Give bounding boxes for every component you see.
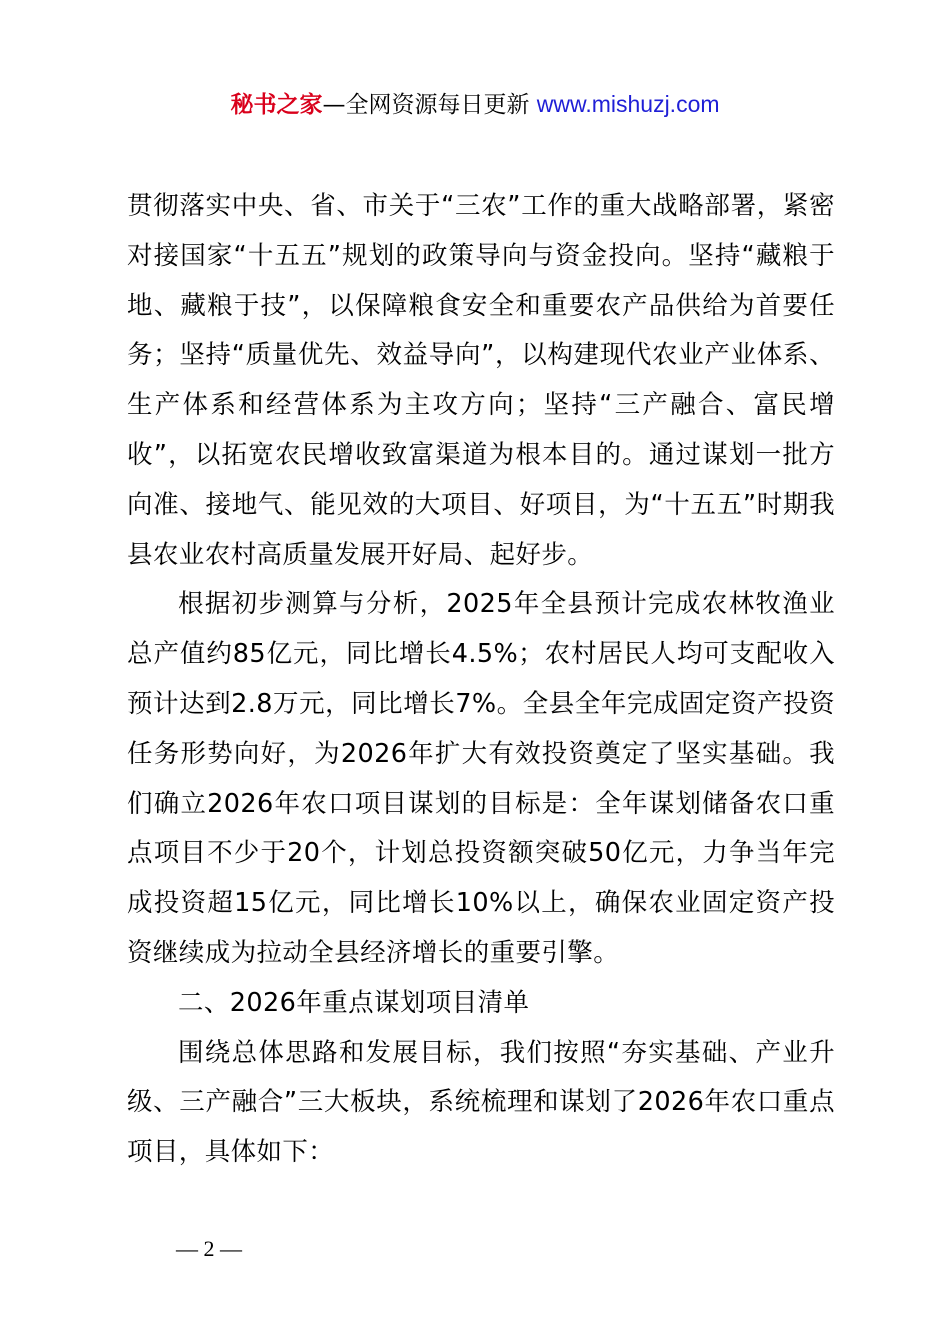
paragraph-targets: 根据初步测算与分析，2025年全县预计完成农林牧渔业总产值约85亿元，同比增长4.5%；农村居民人均可支配收入预计达到2.8万元，同比增长7%。全县全年完成固定资产投资任务形势向好，为2026年扩大有效投资奠定了坚实基础。我们确立2026年农口项目谋划的目标是：全年谋划储备农口重点项目不少于20个，计划总投资额突破50亿元，力争当年完成投资超15亿元，同比增长10%以上，确保农业固定资产投资继续成为拉动全县经济增长的重要引擎。 — [127, 589, 835, 968]
header-tagline: —全网资源每日更新 — [322, 92, 537, 118]
website-link[interactable]: www.mishuzj.com — [536, 91, 720, 117]
paragraph-continued: 贯彻落实中央、省、市关于“三农”工作的重大战略部署，紧密对接国家“十五五”规划的政策导向与资金投向。坚持“藏粮于地、藏粮于技”，以保障粮食安全和重要农产品供给为首要任务；坚持“质量优先、效益导向”，以构建现代农业产业体系、生产体系和经营体系为主攻方向；坚持“三产融合、富民增收”，以拓宽农民增收致富渠道为根本目的。通过谋划一批方向准、接地气、能见效的大项目、好项目，为“十五五”时期我县农业农村高质量发展开好局、起好步。 — [127, 191, 835, 570]
brand-name: 秘书之家 — [230, 92, 323, 118]
page-header — [0, 86, 950, 123]
page-number: — 2 — — [176, 1236, 242, 1261]
paragraph-intro: 围绕总体思路和发展目标，我们按照“夯实基础、产业升级、三产融合”三大板块，系统梳理和谋划了2026年农口重点项目，具体如下： — [127, 1037, 835, 1168]
section-heading: 二、2026年重点谋划项目清单 — [178, 987, 530, 1018]
document-body — [127, 182, 835, 1178]
